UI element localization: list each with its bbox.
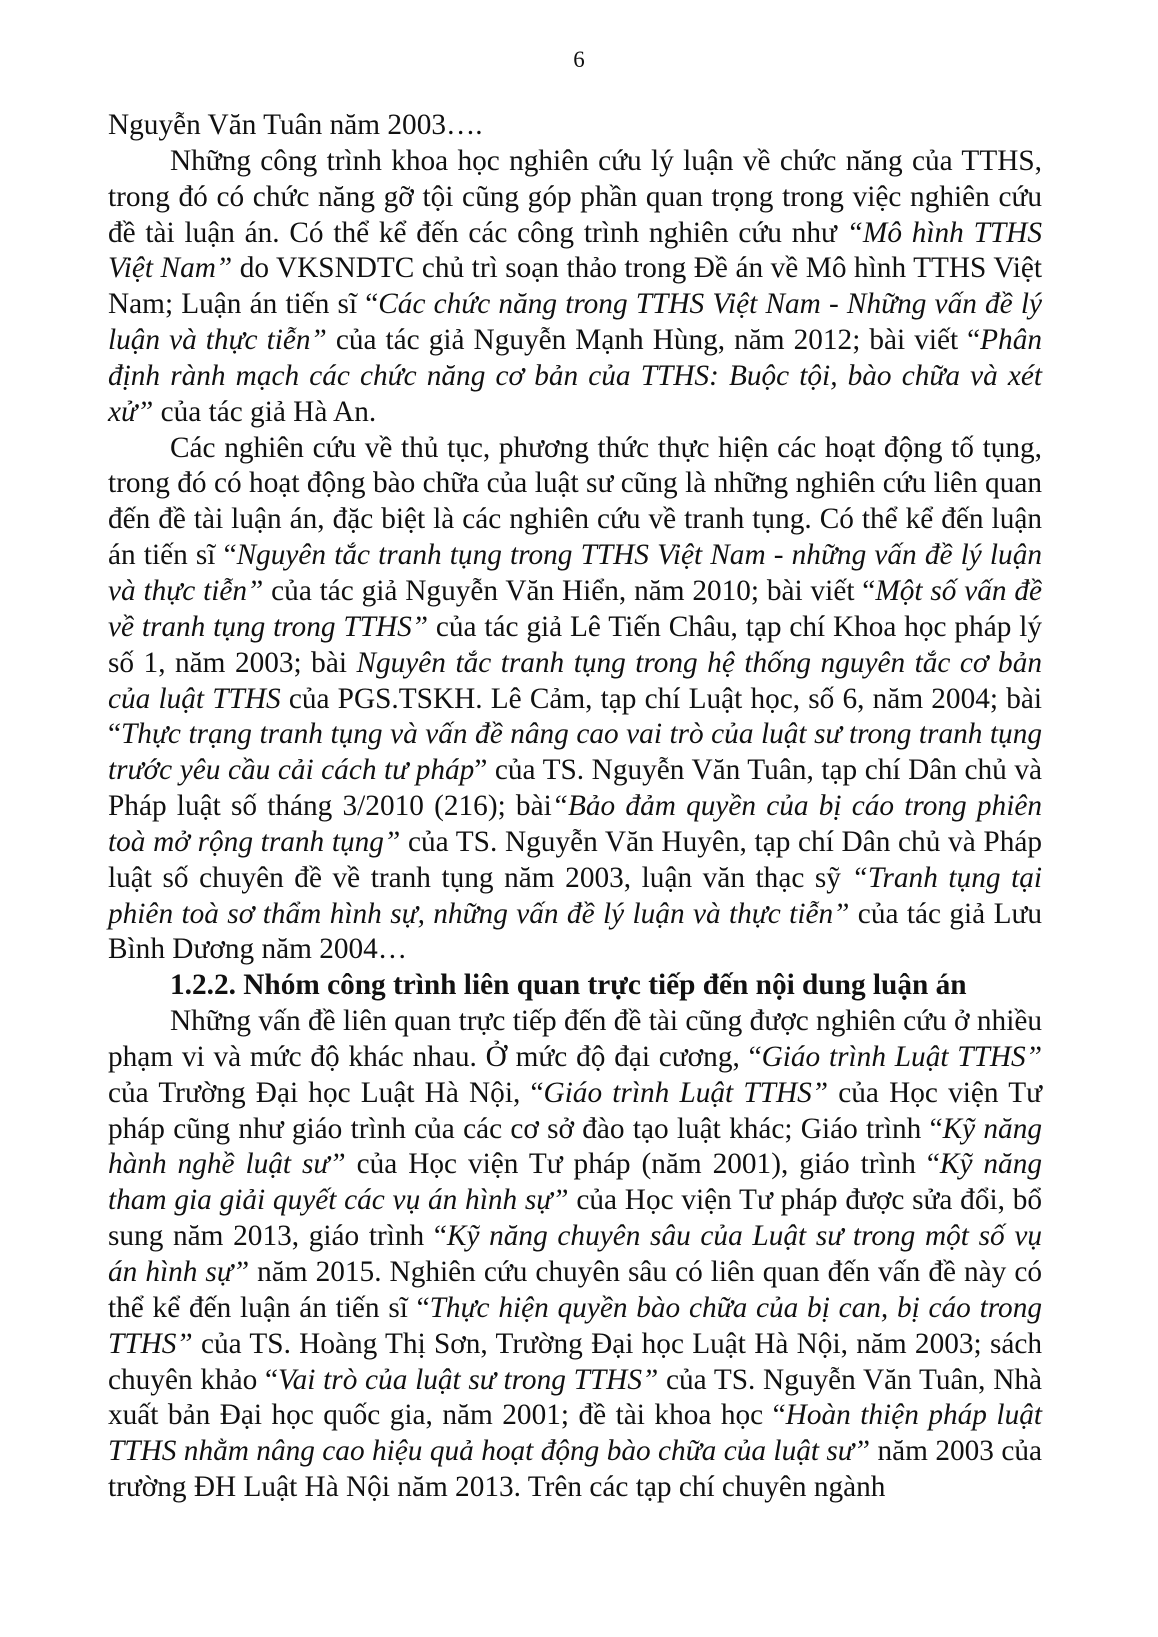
paragraphs-after-heading — [108, 1004, 1042, 1506]
italic-text: Giáo trình Luật TTHS” — [761, 1040, 1042, 1073]
italic-text: “Tranh tụng tại phiên toà sơ thẩm hình sự, những vấn đề lý luận và thực tiễn” — [108, 861, 1043, 930]
text-run: của PGS.TSKH. Lê Cảm, tạp chí Luật học, số 6, năm 2004; bài “ — [108, 682, 1042, 751]
paragraph — [108, 108, 1042, 144]
text-run: Những công trình khoa học nghiên cứu lý luận về chức năng của TTHS, trong đó có chức năng gỡ tội cũng góp phần quan trọng trong việc nghiên cứu đề tài luận án. Có thể kể đến các công trình nghiên cứu như — [108, 144, 1042, 249]
italic-text: Một số vấn đề về tranh tụng trong TTHS” — [108, 574, 1043, 643]
text-run: của tác giả Hà An. — [153, 395, 377, 428]
italic-text: “Mô hình TTHS Việt Nam” — [108, 216, 1042, 285]
text-run: của tác giả Nguyễn Mạnh Hùng, năm 2012; bài viết “ — [326, 324, 981, 357]
text-run: của tác giả Lê Tiến Châu, tạp chí Khoa học pháp lý số 1, năm 2003; bài — [108, 610, 1042, 679]
italic-text: Thực hiện quyền bào chữa của bị can, bị cáo trong TTHS” — [108, 1291, 1042, 1360]
italic-text: Kỹ năng chuyên sâu của Luật sư trong một số vụ án hình sự” — [108, 1220, 1042, 1288]
italic-text: Vai trò của luật sư trong TTHS” — [278, 1363, 659, 1396]
text-run: năm 2003 của trường ĐH Luật Hà Nội năm 2013. Trên các tạp chí chuyên ngành — [108, 1435, 1042, 1504]
text-run: của TS. Nguyễn Văn Tuân, Nhà xuất bản Đại học quốc gia, năm 2001; đề tài khoa học “ — [108, 1363, 1043, 1432]
text-run: ” của TS. Nguyễn Văn Tuân, tạp chí Dân chủ và Pháp luật số tháng 3/2010 (216); bài — [108, 754, 1042, 823]
paragraphs-before-heading — [108, 108, 1042, 968]
italic-text: Các chức năng trong TTHS Việt Nam - Những vấn đề lý luận và thực tiễn” — [108, 288, 1042, 357]
text-run: Những vấn đề liên quan trực tiếp đến đề tài cũng được nghiên cứu ở nhiều phạm vi và mức độ khác nhau. Ở mức độ đại cương, “ — [108, 1005, 1042, 1073]
paragraph — [108, 1004, 1042, 1506]
italic-text: “Bảo đảm quyền của bị cáo trong phiên toà mở rộng tranh tụng” — [108, 790, 1042, 858]
italic-text: Nguyên tắc tranh tụng trong hệ thống nguyên tắc cơ bản của luật TTHS — [108, 646, 1042, 715]
italic-text: Kỹ năng hành nghề luật sư” — [108, 1112, 1042, 1181]
paragraph — [108, 144, 1042, 431]
section-heading: 1.2.2. Nhóm công trình liên quan trực tiếp đến nội dung luận án — [170, 969, 967, 1002]
italic-text: Hoàn thiện pháp luật TTHS nhằm nâng cao hiệu quả hoạt động bào chữa của luật sư” — [108, 1399, 1042, 1468]
text-run: năm 2015. Nghiên cứu chuyên sâu có liên quan đến vấn đề này có thể kể đến luận án tiến sĩ “ — [108, 1256, 1042, 1324]
text-run: của tác giả Lưu Bình Dương năm 2004… — [108, 897, 1042, 966]
italic-text: Phân định rành mạch các chức năng cơ bản của TTHS: Buộc tội, bào chữa và xét xử” — [108, 324, 1042, 428]
italic-text: Kỹ năng tham gia giải quyết các vụ án hình sự” — [108, 1148, 1042, 1217]
text-run: do VKSNDTC chủ trì soạn thảo trong Đề án về Mô hình TTHS Việt Nam; Luận án tiến sĩ “ — [108, 252, 1042, 321]
text-run: của Học viện Tư pháp cũng như giáo trình của các cơ sở đào tạo luật khác; Giáo trình “ — [108, 1076, 1043, 1145]
text-run: của TS. Hoàng Thị Sơn, Trường Đại học Luật Hà Nội, năm 2003; sách chuyên khảo “ — [108, 1327, 1042, 1396]
text-run: của Học viện Tư pháp (năm 2001), giáo trình “ — [345, 1148, 940, 1181]
text-run: của tác giả Nguyễn Văn Hiển, năm 2010; bài viết “ — [263, 574, 876, 607]
body-text — [108, 108, 1042, 1506]
page-number: 6 — [573, 47, 585, 72]
text-run: Nguyễn Văn Tuân năm 2003…. — [108, 109, 483, 141]
text-run: của TS. Nguyễn Văn Huyên, tạp chí Dân chủ và Pháp luật số chuyên đề về tranh tụng năm 2003, luận văn thạc sỹ — [108, 825, 1042, 894]
text-run: của Học viện Tư pháp được sửa đổi, bổ sung năm 2013, giáo trình “ — [108, 1184, 1042, 1253]
text-run: của Trường Đại học Luật Hà Nội, “ — [108, 1076, 544, 1109]
italic-text: Giáo trình Luật TTHS” — [543, 1076, 829, 1109]
text-run: Các nghiên cứu về thủ tục, phương thức thực hiện các hoạt động tố tụng, trong đó có hoạt động bào chữa của luật sư cũng là những nghiên cứu liên quan đến đề tài luận án, đặc biệt là các nghiên cứu về tranh tụng. Có thể kể đến luận án tiến sĩ “ — [108, 431, 1042, 572]
paragraph — [108, 431, 1042, 969]
italic-text: Thực trạng tranh tụng và vấn đề nâng cao vai trò của luật sư trong tranh tụng trước yêu cầu cải cách tư pháp — [108, 718, 1042, 787]
italic-text: Nguyên tắc tranh tụng trong TTHS Việt Nam - những vấn đề lý luận và thực tiễn” — [108, 539, 1042, 607]
